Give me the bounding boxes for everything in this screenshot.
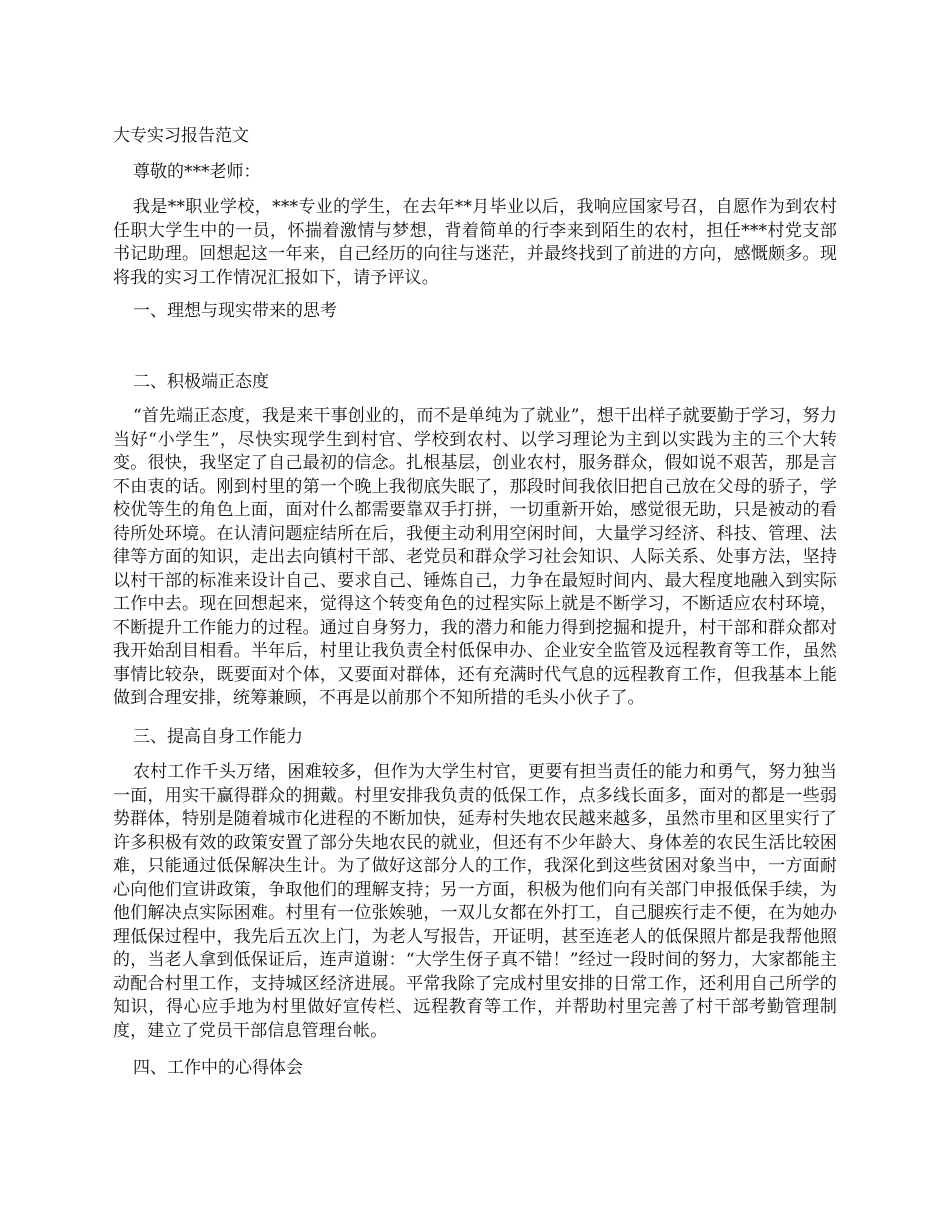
section-body-2: “首先端正态度，我是来干事创业的，而不是单纯为了就业”，想干出样子就要勤于学习，努力当好“小学生”，尽快实现学生到村官、学校到农村、以学习理论为主到以实践为主的三个大转变。很快，我坚定了自己最初的信念。扎根基层，创业农村，服务群众，假如说不艰苦，那是言不由衷的话。刚到村里的第一个晚上我彻底失眠了，那段时间我依旧把自己放在父母的骄子，学校优等生的角色上面，面对什么都需要靠双手打拼，一切重新开始，感觉很无助，只是被动的看待所处环境。在认清问题症结所在后，我便主动利用空闲时间，大量学习经济、科技、管理、法律等方面的知识，走出去向镇村干部、老党员和群众学习社会知识、人际关系、处事方法，坚持以村干部的标准来设计自己、要求自己、锤炼自己，力争在最短时间内、最大程度地融入到实际工作中去。现在回想起来，觉得这个转变角色的过程实际上就是不断学习，不断适应农村环境，不断提升工作能力的过程。通过自身努力，我的潜力和能力得到挖掘和提升，村干部和群众都对我开始刮目相看。半年后，村里让我负责全村低保申办、企业安全监管及远程教育等工作，虽然事情比较杂，既要面对个体，又要面对群体，还有充满时代气息的远程教育工作，但我基本上能做到合理安排，统筹兼顾，不再是以前那个不知所措的毛头小伙子了。 bbox=[113, 406, 837, 708]
document-title: 大专实习报告范文 bbox=[113, 126, 249, 146]
section-heading-1: 一、理想与现实带来的思考 bbox=[133, 301, 337, 321]
section-heading-2: 二、积极端正态度 bbox=[133, 372, 269, 392]
salutation: 尊敬的***老师： bbox=[133, 162, 261, 182]
section-body-3: 农村工作千头万绪，困难较多，但作为大学生村官，更要有担当责任的能力和勇气，努力独当一面，用实干赢得群众的拥戴。村里安排我负责的低保工作，点多线长面多，面对的都是一些弱势群体，特别是随着城市化进程的不断加快，延寿村失地农民越来越多，虽然市里和区里实行了许多积极有效的政策安置了部分失地农民的就业，但还有不少年龄大、身体差的农民生活比较困难，只能通过低保解决生计。为了做好这部分人的工作，我深化到这些贫困对象当中，一方面耐心向他们宣讲政策，争取他们的理解支持；另一方面，积极为他们向有关部门申报低保手续，为他们解决点实际困难。村里有一位张娭驰，一双儿女都在外打工，自己腿疾行走不便，在为她办理低保过程中，我先后五次上门，为老人写报告，开证明，甚至连老人的低保照片都是我帮他照的，当老人拿到低保证后，连声道谢：“大学生伢子真不错！”经过一段时间的努力，大家都能主动配合村里工作，支持城区经济进展。平常我除了完成村里安排的日常工作，还利用自己所学的知识，得心应手地为村里做好宣传栏、远程教育等工作，并帮助村里完善了村干部考勤管理制度，建立了党员干部信息管理台帐。 bbox=[113, 762, 837, 1041]
intro-paragraph: 我是**职业学校，***专业的学生，在去年**月毕业以后，我响应国家号召，自愿作为到农村任职大学生中的一员，怀揣着激情与梦想，背着简单的行李来到陌生的农村，担任***村党支部书记助理。回想起这一年来，自己经历的向往与迷茫，并最终找到了前进的方向，感慨颇多。现将我的实习工作情况汇报如下，请予评议。 bbox=[113, 197, 837, 288]
section-heading-3: 三、提高自身工作能力 bbox=[133, 727, 303, 747]
section-heading-4: 四、工作中的心得体会 bbox=[133, 1058, 303, 1078]
